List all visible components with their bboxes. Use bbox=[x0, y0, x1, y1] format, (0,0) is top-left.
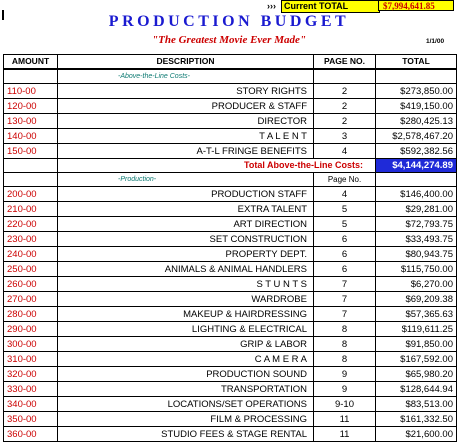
account-code-cell[interactable]: 270-00 bbox=[4, 292, 58, 307]
total-cell[interactable]: $57,365.63 bbox=[376, 307, 457, 322]
total-cell[interactable]: $280,425.13 bbox=[376, 114, 457, 129]
description-cell[interactable]: MAKEUP & HAIRDRESSING bbox=[58, 307, 314, 322]
total-cell[interactable]: $2,578,467.20 bbox=[376, 129, 457, 144]
description-cell[interactable]: FILM & PROCESSING bbox=[58, 412, 314, 427]
account-code-cell[interactable]: 330-00 bbox=[4, 382, 58, 397]
total-cell[interactable]: $161,332.50 bbox=[376, 412, 457, 427]
total-cell[interactable]: $21,600.00 bbox=[376, 427, 457, 442]
column-header-description: DESCRIPTION bbox=[58, 55, 314, 70]
page-number-cell[interactable]: 9-10 bbox=[314, 397, 376, 412]
account-code-cell[interactable]: 150-00 bbox=[4, 144, 58, 159]
page-number-cell[interactable]: 5 bbox=[314, 217, 376, 232]
description-cell[interactable]: DIRECTOR bbox=[58, 114, 314, 129]
table-header bbox=[4, 55, 457, 70]
arrows-indicator: ››› bbox=[267, 1, 276, 11]
page-number-cell[interactable]: 7 bbox=[314, 307, 376, 322]
table-row bbox=[4, 247, 457, 262]
description-cell[interactable]: PRODUCTION STAFF bbox=[58, 187, 314, 202]
total-cell[interactable]: $119,611.25 bbox=[376, 322, 457, 337]
description-cell[interactable]: SET CONSTRUCTION bbox=[58, 232, 314, 247]
page-number-cell[interactable]: 8 bbox=[314, 322, 376, 337]
current-total-value[interactable]: $7,994,641.85 bbox=[378, 0, 454, 11]
account-code-cell[interactable]: 200-00 bbox=[4, 187, 58, 202]
description-cell[interactable]: A-T-L FRINGE BENEFITS bbox=[58, 144, 314, 159]
table-row bbox=[4, 277, 457, 292]
table-row bbox=[4, 262, 457, 277]
total-cell[interactable]: $6,270.00 bbox=[376, 277, 457, 292]
table-row bbox=[4, 114, 457, 129]
page-number-cell[interactable]: 8 bbox=[314, 337, 376, 352]
table-row bbox=[4, 129, 457, 144]
table-row bbox=[4, 367, 457, 382]
table-row bbox=[4, 397, 457, 412]
table-row bbox=[4, 427, 457, 442]
description-cell[interactable]: PROPERTY DEPT. bbox=[58, 247, 314, 262]
account-code-cell[interactable]: 310-00 bbox=[4, 352, 58, 367]
description-cell[interactable]: TRANSPORTATION bbox=[58, 382, 314, 397]
account-code-cell[interactable]: 240-00 bbox=[4, 247, 58, 262]
description-cell[interactable]: ART DIRECTION bbox=[58, 217, 314, 232]
account-code-cell[interactable]: 290-00 bbox=[4, 322, 58, 337]
page-number-cell[interactable]: 3 bbox=[314, 129, 376, 144]
page-number-cell[interactable]: 4 bbox=[314, 144, 376, 159]
section-label: -Above-the-Line Costs- bbox=[58, 69, 314, 84]
description-cell[interactable]: LOCATIONS/SET OPERATIONS bbox=[58, 397, 314, 412]
above-the-line-subtotal bbox=[4, 159, 457, 173]
page-subtitle: "The Greatest Movie Ever Made" bbox=[152, 34, 306, 46]
table-row bbox=[4, 382, 457, 397]
total-cell[interactable]: $33,493.75 bbox=[376, 232, 457, 247]
table-row bbox=[4, 144, 457, 159]
table-row bbox=[4, 322, 457, 337]
page-number-cell[interactable]: 9 bbox=[314, 382, 376, 397]
account-code-cell[interactable]: 350-00 bbox=[4, 412, 58, 427]
table-row bbox=[4, 412, 457, 427]
total-cell[interactable]: $167,592.00 bbox=[376, 352, 457, 367]
table-row bbox=[4, 307, 457, 322]
description-cell[interactable]: PRODUCTION SOUND bbox=[58, 367, 314, 382]
page-number-cell[interactable]: 5 bbox=[314, 202, 376, 217]
description-cell[interactable]: C A M E R A bbox=[58, 352, 314, 367]
table-row bbox=[4, 202, 457, 217]
total-cell[interactable]: $65,980.20 bbox=[376, 367, 457, 382]
section-label: -Production- bbox=[58, 173, 314, 187]
section-header-above-the-line bbox=[4, 69, 457, 84]
account-code-cell[interactable]: 140-00 bbox=[4, 129, 58, 144]
account-code-cell[interactable]: 130-00 bbox=[4, 114, 58, 129]
page-number-cell[interactable]: 6 bbox=[314, 232, 376, 247]
description-cell[interactable]: T A L E N T bbox=[58, 129, 314, 144]
table-row bbox=[4, 292, 457, 307]
account-code-cell[interactable]: 230-00 bbox=[4, 232, 58, 247]
page-number-cell[interactable]: 11 bbox=[314, 412, 376, 427]
page-number-cell[interactable]: 8 bbox=[314, 352, 376, 367]
page-number-cell[interactable]: 2 bbox=[314, 114, 376, 129]
production-section bbox=[4, 173, 457, 442]
subtotal-value[interactable]: $4,144,274.89 bbox=[376, 159, 457, 173]
total-cell[interactable]: $91,850.00 bbox=[376, 337, 457, 352]
account-code-cell[interactable]: 210-00 bbox=[4, 202, 58, 217]
total-cell[interactable]: $273,850.00 bbox=[376, 84, 457, 99]
budget-date: 1/1/00 bbox=[426, 38, 445, 45]
table-row bbox=[4, 352, 457, 367]
table-row bbox=[4, 337, 457, 352]
account-code-cell[interactable]: 280-00 bbox=[4, 307, 58, 322]
total-cell[interactable]: $29,281.00 bbox=[376, 202, 457, 217]
description-cell[interactable]: ANIMALS & ANIMAL HANDLERS bbox=[58, 262, 314, 277]
budget-table bbox=[3, 54, 457, 442]
above-the-line-section bbox=[4, 69, 457, 159]
page-number-cell[interactable]: 7 bbox=[314, 292, 376, 307]
account-code-cell[interactable]: 220-00 bbox=[4, 217, 58, 232]
column-header-total: TOTAL bbox=[376, 55, 457, 70]
column-header-amount: AMOUNT bbox=[4, 55, 58, 70]
page-number-cell[interactable]: 2 bbox=[314, 99, 376, 114]
section-header-production bbox=[4, 173, 457, 187]
account-code-cell[interactable]: 320-00 bbox=[4, 367, 58, 382]
table-row bbox=[4, 187, 457, 202]
total-cell[interactable]: $83,513.00 bbox=[376, 397, 457, 412]
page-number-cell[interactable]: 9 bbox=[314, 367, 376, 382]
description-cell[interactable]: GRIP & LABOR bbox=[58, 337, 314, 352]
page-number-cell[interactable]: 6 bbox=[314, 262, 376, 277]
page-number-cell[interactable]: 11 bbox=[314, 427, 376, 442]
page-number-cell[interactable]: 2 bbox=[314, 84, 376, 99]
subtotal-row bbox=[4, 159, 457, 173]
description-cell[interactable]: WARDROBE bbox=[58, 292, 314, 307]
page-no-header: Page No. bbox=[314, 173, 376, 187]
total-cell[interactable]: $592,382.56 bbox=[376, 144, 457, 159]
page-number-cell[interactable]: 4 bbox=[314, 187, 376, 202]
subtotal-label: Total Above-the-Line Costs: bbox=[58, 159, 376, 173]
account-code-cell[interactable]: 340-00 bbox=[4, 397, 58, 412]
description-cell[interactable]: STORY RIGHTS bbox=[58, 84, 314, 99]
table-row bbox=[4, 99, 457, 114]
description-cell[interactable]: STUDIO FEES & STAGE RENTAL bbox=[58, 427, 314, 442]
page-number-cell[interactable]: 7 bbox=[314, 277, 376, 292]
total-cell[interactable]: $69,209.38 bbox=[376, 292, 457, 307]
description-cell[interactable]: LIGHTING & ELECTRICAL bbox=[58, 322, 314, 337]
account-code-cell[interactable]: 260-00 bbox=[4, 277, 58, 292]
account-code-cell[interactable]: 300-00 bbox=[4, 337, 58, 352]
total-cell[interactable]: $72,793.75 bbox=[376, 217, 457, 232]
total-cell[interactable]: $115,750.00 bbox=[376, 262, 457, 277]
page-title: PRODUCTION BUDGET bbox=[108, 13, 350, 30]
total-cell[interactable]: $146,400.00 bbox=[376, 187, 457, 202]
total-cell[interactable]: $128,644.94 bbox=[376, 382, 457, 397]
account-code-cell[interactable]: 110-00 bbox=[4, 84, 58, 99]
table-row bbox=[4, 232, 457, 247]
account-code-cell[interactable]: 120-00 bbox=[4, 99, 58, 114]
account-code-cell[interactable]: 250-00 bbox=[4, 262, 58, 277]
table-row bbox=[4, 217, 457, 232]
column-header-page: PAGE NO. bbox=[314, 55, 376, 70]
toolbar bbox=[0, 0, 458, 13]
description-cell[interactable]: PRODUCER & STAFF bbox=[58, 99, 314, 114]
total-cell[interactable]: $419,150.00 bbox=[376, 99, 457, 114]
total-cell[interactable]: $80,943.75 bbox=[376, 247, 457, 262]
description-cell[interactable]: S T U N T S bbox=[58, 277, 314, 292]
account-code-cell[interactable]: 360-00 bbox=[4, 427, 58, 442]
current-total-label: Current TOTAL bbox=[281, 0, 380, 13]
description-cell[interactable]: EXTRA TALENT bbox=[58, 202, 314, 217]
table-row bbox=[4, 84, 457, 99]
page-number-cell[interactable]: 6 bbox=[314, 247, 376, 262]
